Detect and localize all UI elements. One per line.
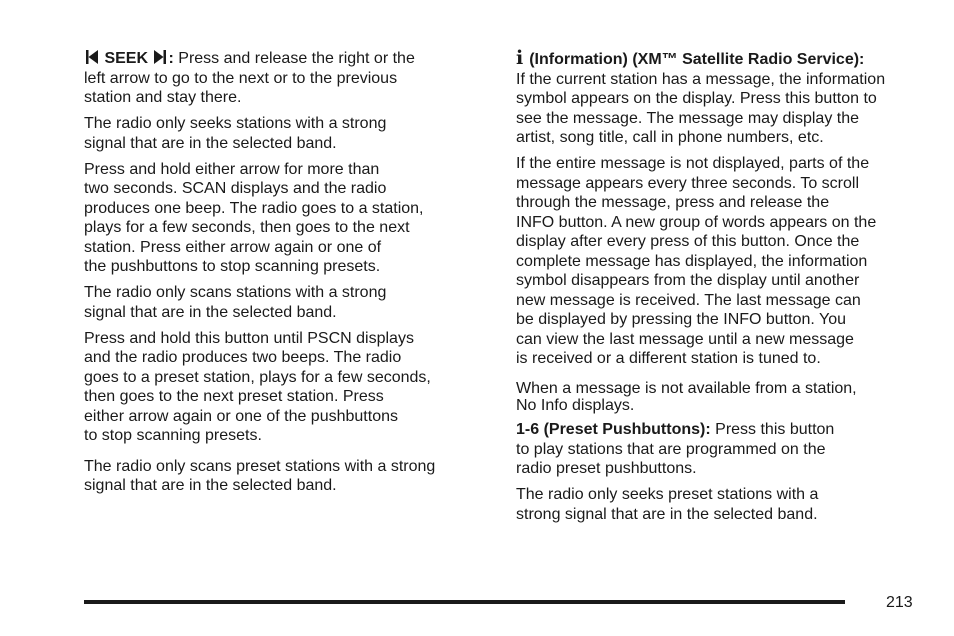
seek-label: SEEK — [104, 50, 149, 67]
preset-description: Press this button to play stations that are programmed on the radio preset pushbuttons. — [516, 421, 835, 477]
seek-forward-icon — [154, 50, 166, 64]
seek-colon: : — [168, 50, 174, 67]
no-info-text: When a message is not available from a station, No Info displays. — [516, 379, 857, 414]
info-icon: i — [516, 47, 524, 69]
preset-scan-strong-signal-text: The radio only scans preset stations with a strong signal that are in the selected band. — [84, 457, 436, 494]
seek-heading — [84, 50, 174, 67]
preset-paragraph — [516, 420, 916, 479]
seek-description: Press and release the right or the left arrow to go to the next or to the previous station and stay there. — [84, 50, 415, 106]
scan-strong-signal-text: The radio only scans stations with a strong signal that are in the selected band. — [84, 284, 387, 321]
info-heading: (Information) (XM™ Satellite Radio Service): — [529, 51, 865, 68]
scan-text: Press and hold either arrow for more than two seconds. SCAN displays and the radio produces one beep. The radio goes to a station, plays for a few seconds, then goes to the next station. Press either arrow again or one of the pushbuttons to stop scanning presets. — [84, 160, 424, 275]
seek-paragraph — [84, 49, 484, 108]
info-description: If the current station has a message, the information symbol appears on the display. Press this button to see the message. The message may display the artist, song title, call in phone numbers, etc. — [516, 70, 886, 146]
preset-strong-signal-text: The radio only seeks preset stations with a strong signal that are in the selected band. — [516, 486, 819, 523]
preset-heading: 1-6 (Preset Pushbuttons): — [516, 421, 711, 438]
info-paragraph — [516, 49, 916, 148]
right-column — [516, 49, 916, 531]
pscn-text: Press and hold this button until PSCN displays and the radio produces two beeps. The radio goes to a preset station, plays for a few seconds, then goes to the next preset station. Press either arrow again or one of the pushbuttons to stop scanning presets. — [84, 329, 431, 444]
info-scroll-text: If the entire message is not displayed, parts of the message appears every three seconds. To scroll through the message, press and release the INFO button. A new group of words appears on the display after every press of this button. Once the complete message has displayed, the information symbol disappears from the display until another new message is received. The last message can be displayed by pressing the INFO button. You can view the last message until a new message is received or a different station is tuned to. — [516, 155, 877, 367]
page-number: 213 — [886, 594, 913, 611]
seek-back-icon — [86, 50, 98, 64]
seek-strong-signal-text: The radio only seeks stations with a strong signal that are in the selected band. — [84, 115, 387, 152]
footer-rule — [84, 600, 845, 604]
left-column — [84, 49, 484, 502]
